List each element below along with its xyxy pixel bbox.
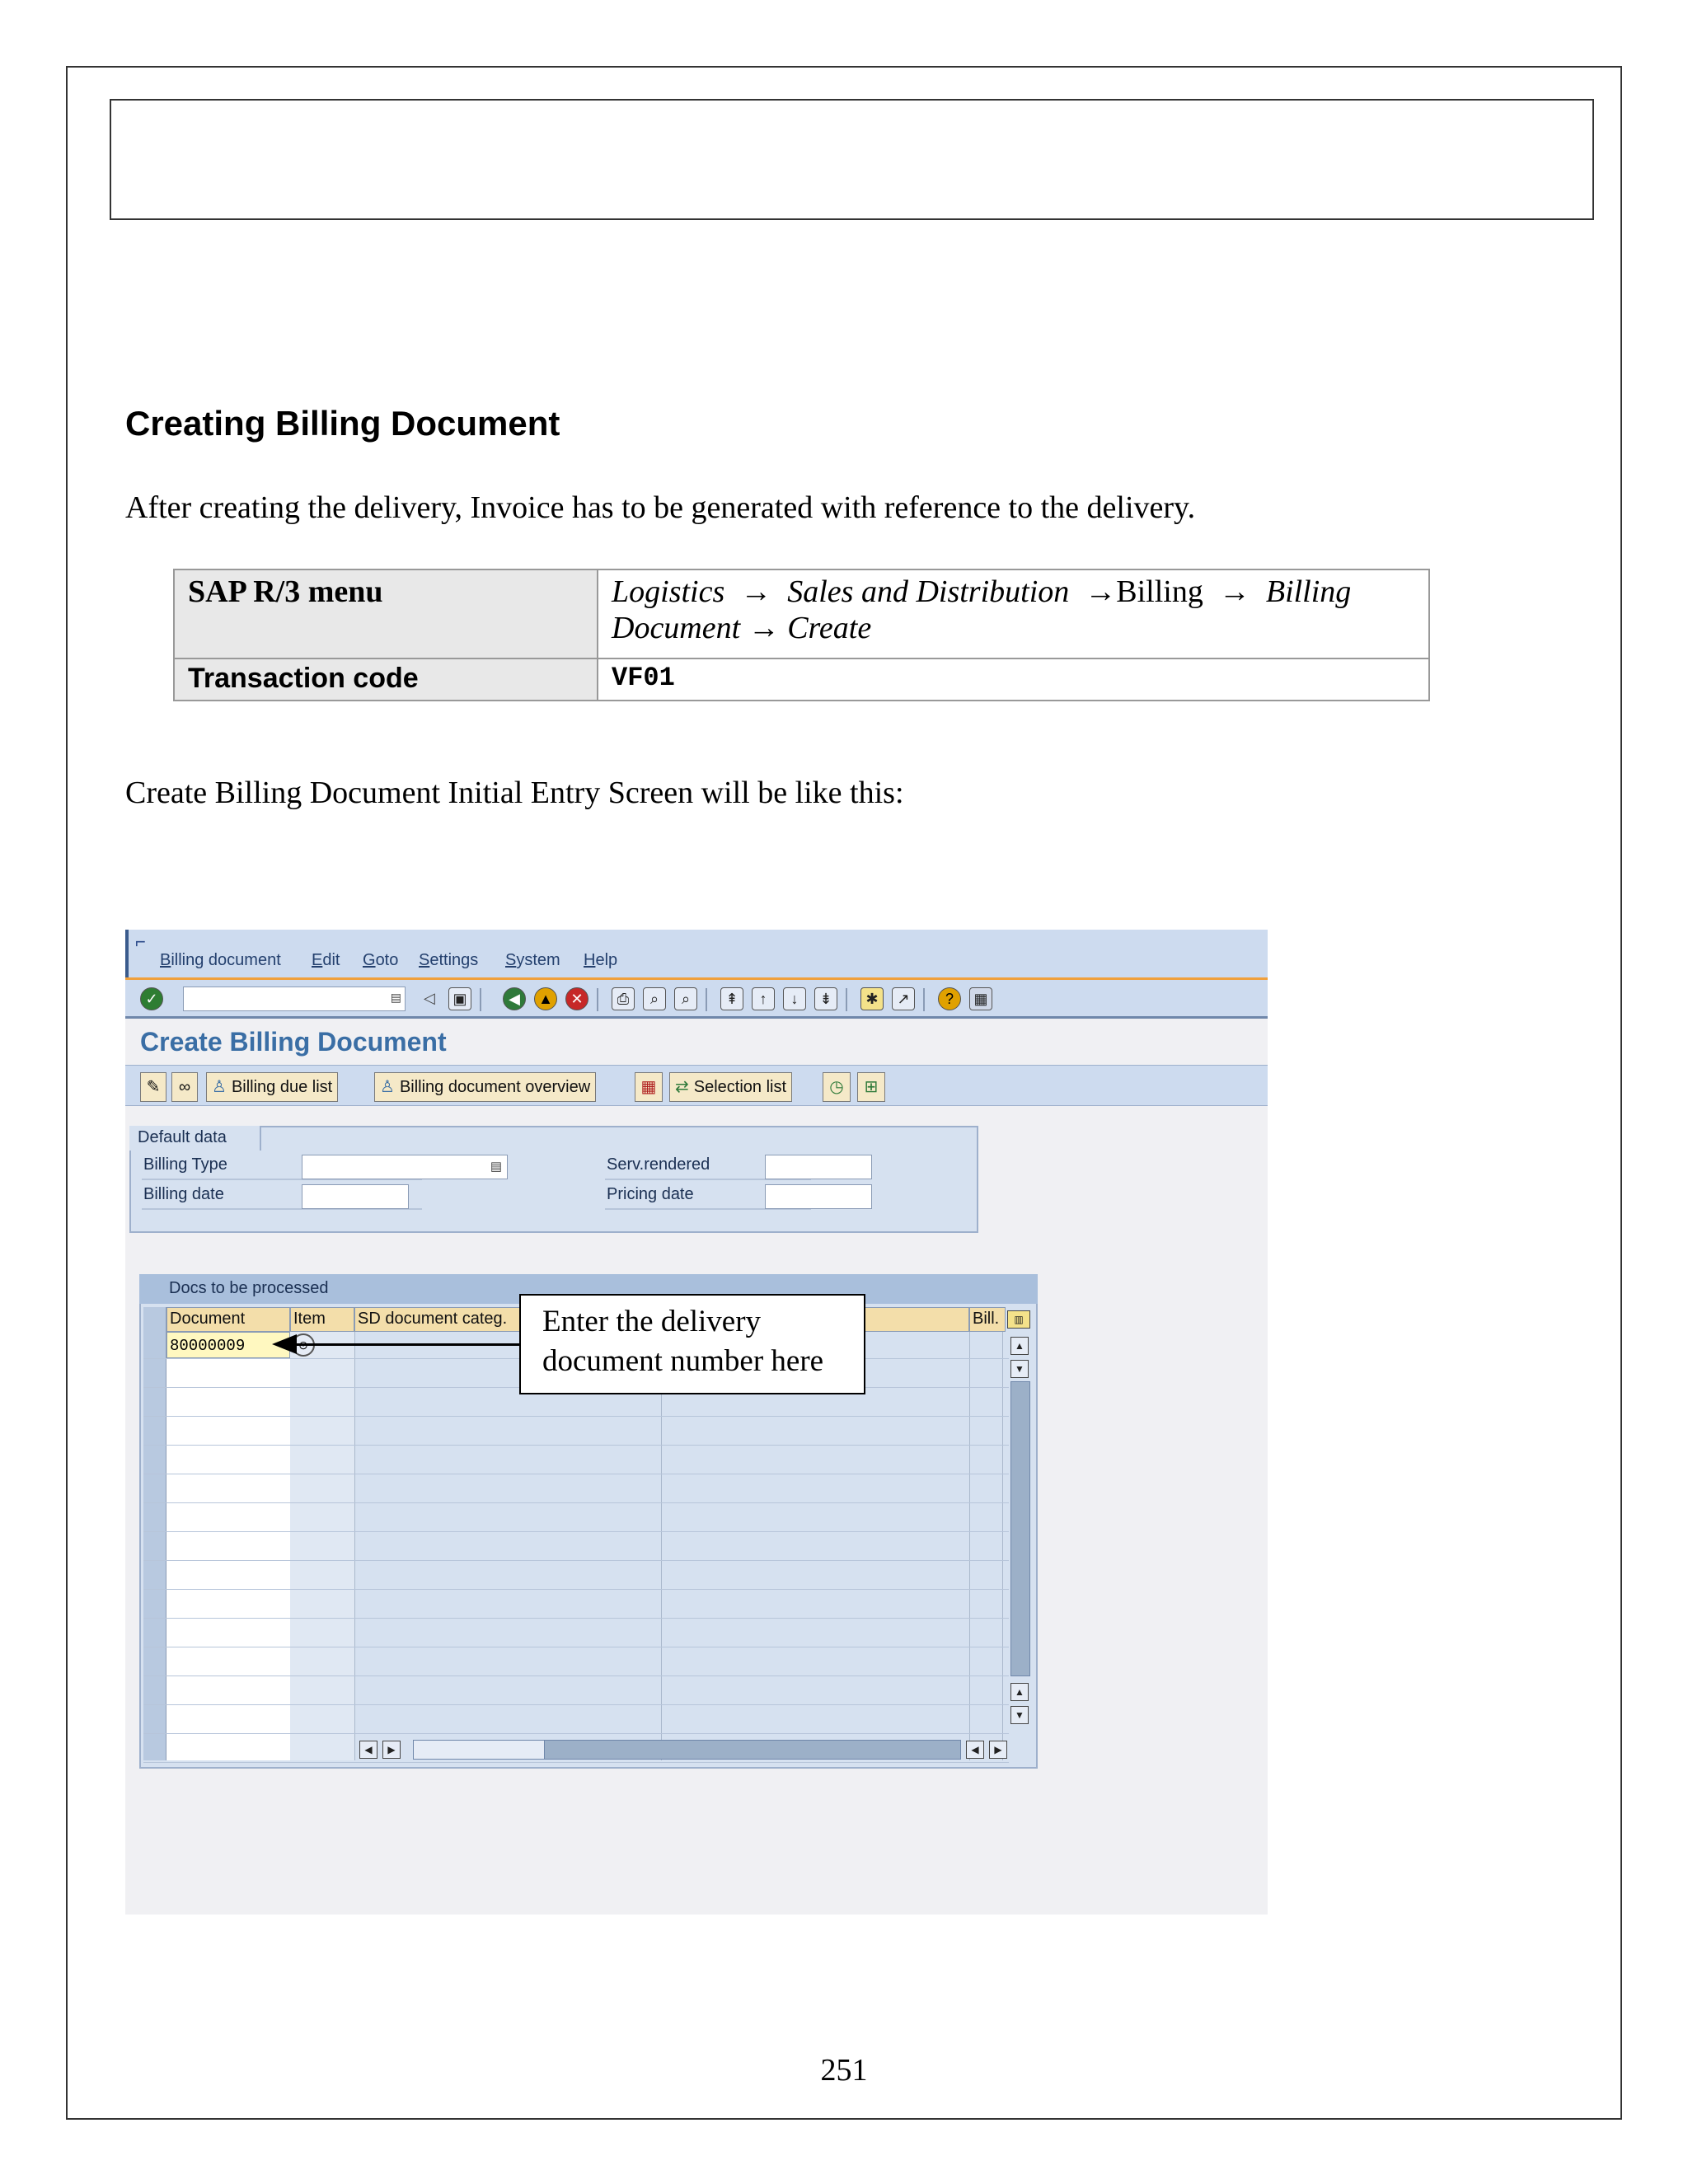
default-data-tab: Default data	[129, 1126, 261, 1151]
command-history-icon[interactable]: ▤	[390, 991, 401, 1004]
next-page-icon[interactable]: ↓	[783, 987, 806, 1010]
dropdown-icon[interactable]: ▤	[490, 1160, 502, 1174]
grid-row-line	[143, 1675, 1009, 1676]
item-column	[290, 1332, 354, 1760]
tcode-value: VF01	[598, 658, 1429, 701]
add-icon[interactable]: ⊞	[857, 1072, 885, 1102]
screen-intro: Create Billing Document Initial Entry Screen will be like this:	[125, 776, 904, 810]
pricing-date-field[interactable]	[765, 1184, 872, 1209]
selection-list-button[interactable]: ⇄ Selection list	[669, 1072, 792, 1102]
menu-help[interactable]: Help	[584, 951, 618, 969]
grid-row-line	[143, 1531, 1009, 1532]
exit-icon[interactable]: ▲	[534, 987, 557, 1010]
callout-arrow-line	[295, 1343, 519, 1346]
save-icon[interactable]: ▣	[448, 987, 471, 1010]
scroll-left-step-icon[interactable]: ◀	[966, 1741, 984, 1759]
document-input[interactable]: 80000009	[166, 1332, 290, 1358]
column-config-icon[interactable]: ▥	[1007, 1310, 1030, 1329]
sap-screenshot	[125, 930, 1268, 1915]
row-selector-column[interactable]	[143, 1307, 166, 1760]
column-divider	[354, 1332, 355, 1760]
person-icon: ♙	[380, 1078, 395, 1096]
change-pencil-icon[interactable]: ✎	[140, 1072, 166, 1102]
toolbar-separator	[597, 988, 598, 1011]
docs-grid-title: Docs to be processed	[139, 1274, 1038, 1304]
horizontal-scroll-thumb[interactable]	[413, 1740, 545, 1760]
menu-billing-document[interactable]: Billing document	[160, 951, 281, 969]
screen-title: Create Billing Document	[140, 1027, 447, 1057]
header-sd-document-categ[interactable]: SD document categ.	[354, 1307, 661, 1332]
menu-system[interactable]: System	[505, 951, 560, 969]
find-icon[interactable]: ⌕	[643, 987, 666, 1010]
serv-rendered-field[interactable]	[765, 1155, 872, 1179]
page-number: 251	[820, 2053, 868, 2088]
column-divider	[661, 1332, 662, 1760]
scroll-left-icon[interactable]: ◀	[359, 1741, 377, 1759]
previous-page-icon[interactable]: ↑	[752, 987, 775, 1010]
scroll-right-step-icon[interactable]: ▶	[382, 1741, 401, 1759]
pricing-date-label: Pricing date	[607, 1185, 694, 1203]
billing-type-label: Billing Type	[143, 1155, 227, 1174]
intro-paragraph: After creating the delivery, Invoice has to be generated with reference to the delivery.	[125, 490, 1196, 525]
document-column	[166, 1332, 290, 1760]
sap-menubar	[125, 930, 1268, 977]
grid-row-line	[143, 1502, 1009, 1503]
menu-label: SAP R/3 menu	[174, 569, 598, 658]
enter-check-icon[interactable]: ✓	[140, 987, 163, 1010]
grid-row-line	[143, 1589, 1009, 1590]
grid-row-line	[143, 1733, 1009, 1734]
header-document[interactable]: Document	[166, 1307, 290, 1332]
print-icon[interactable]: ⎙	[612, 987, 635, 1010]
scroll-up-step-icon[interactable]: ▲	[1010, 1683, 1029, 1701]
tcode-label: Transaction code	[174, 658, 598, 701]
menu-edit[interactable]: Edit	[312, 951, 340, 969]
find-next-icon[interactable]: ⌕	[674, 987, 697, 1010]
cancel-icon[interactable]: ✕	[565, 987, 588, 1010]
section-heading: Creating Billing Document	[125, 404, 560, 443]
menu-settings[interactable]: Settings	[419, 951, 479, 969]
grid-row-line	[143, 1416, 1009, 1417]
last-page-icon[interactable]: ⇟	[814, 987, 837, 1010]
billing-type-field[interactable]	[302, 1155, 508, 1179]
person-icon: ♙	[212, 1078, 227, 1096]
menu-path-table	[173, 569, 1430, 701]
toolbar-separator	[846, 988, 847, 1011]
billing-date-label: Billing date	[143, 1185, 224, 1203]
back-icon[interactable]: ◀	[503, 987, 526, 1010]
calendar-icon[interactable]: ▦	[635, 1072, 663, 1102]
help-icon[interactable]: ?	[938, 987, 961, 1010]
column-divider	[1002, 1332, 1003, 1760]
header-bill[interactable]: Bill.	[969, 1307, 1006, 1332]
command-field[interactable]	[183, 987, 406, 1011]
header-box	[110, 99, 1594, 220]
toolbar-separator	[706, 988, 707, 1011]
scroll-down-step-icon[interactable]: ▼	[1010, 1360, 1029, 1378]
list-icon: ⇄	[675, 1078, 689, 1096]
shortcut-icon[interactable]: ↗	[892, 987, 915, 1010]
scroll-right-icon[interactable]: ▶	[989, 1741, 1007, 1759]
toolbar-separator	[480, 988, 481, 1011]
callout-arrowhead	[272, 1334, 297, 1354]
menu-corner-icon[interactable]: ⌐	[135, 931, 146, 952]
menu-goto[interactable]: Goto	[363, 951, 399, 969]
grid-row-line	[143, 1762, 1009, 1763]
billing-due-list-button[interactable]: ♙ Billing due list	[206, 1072, 338, 1102]
layout-menu-icon[interactable]: ▦	[969, 987, 992, 1010]
menu-path: Logistics → Sales and Distribution →Billing → Billing Document → Create	[598, 569, 1429, 658]
scroll-down-icon[interactable]: ▼	[1010, 1706, 1029, 1724]
grid-row-line	[143, 1618, 1009, 1619]
toolbar-separator	[923, 988, 925, 1011]
serv-rendered-label: Serv.rendered	[607, 1155, 710, 1174]
back-arrow-icon[interactable]: ◁	[424, 990, 435, 1006]
grid-row-line	[143, 1445, 1009, 1446]
display-glasses-icon[interactable]: ∞	[171, 1072, 198, 1102]
first-page-icon[interactable]: ⇞	[720, 987, 743, 1010]
scroll-up-icon[interactable]: ▲	[1010, 1337, 1029, 1355]
create-session-icon[interactable]: ✱	[860, 987, 884, 1010]
sap-standard-toolbar	[125, 977, 1268, 1019]
column-divider	[969, 1332, 970, 1760]
callout-box: Enter the delivery document number here	[519, 1294, 865, 1394]
grid-row-line	[143, 1560, 1009, 1561]
header-item[interactable]: Item	[290, 1307, 354, 1332]
billing-date-field[interactable]	[302, 1184, 409, 1209]
vertical-scrollbar[interactable]	[1010, 1381, 1030, 1676]
billing-document-overview-button[interactable]: ♙ Billing document overview	[374, 1072, 596, 1102]
application-toolbar	[125, 1065, 1268, 1106]
grid-row-line	[143, 1704, 1009, 1705]
clock-icon[interactable]: ◷	[823, 1072, 851, 1102]
